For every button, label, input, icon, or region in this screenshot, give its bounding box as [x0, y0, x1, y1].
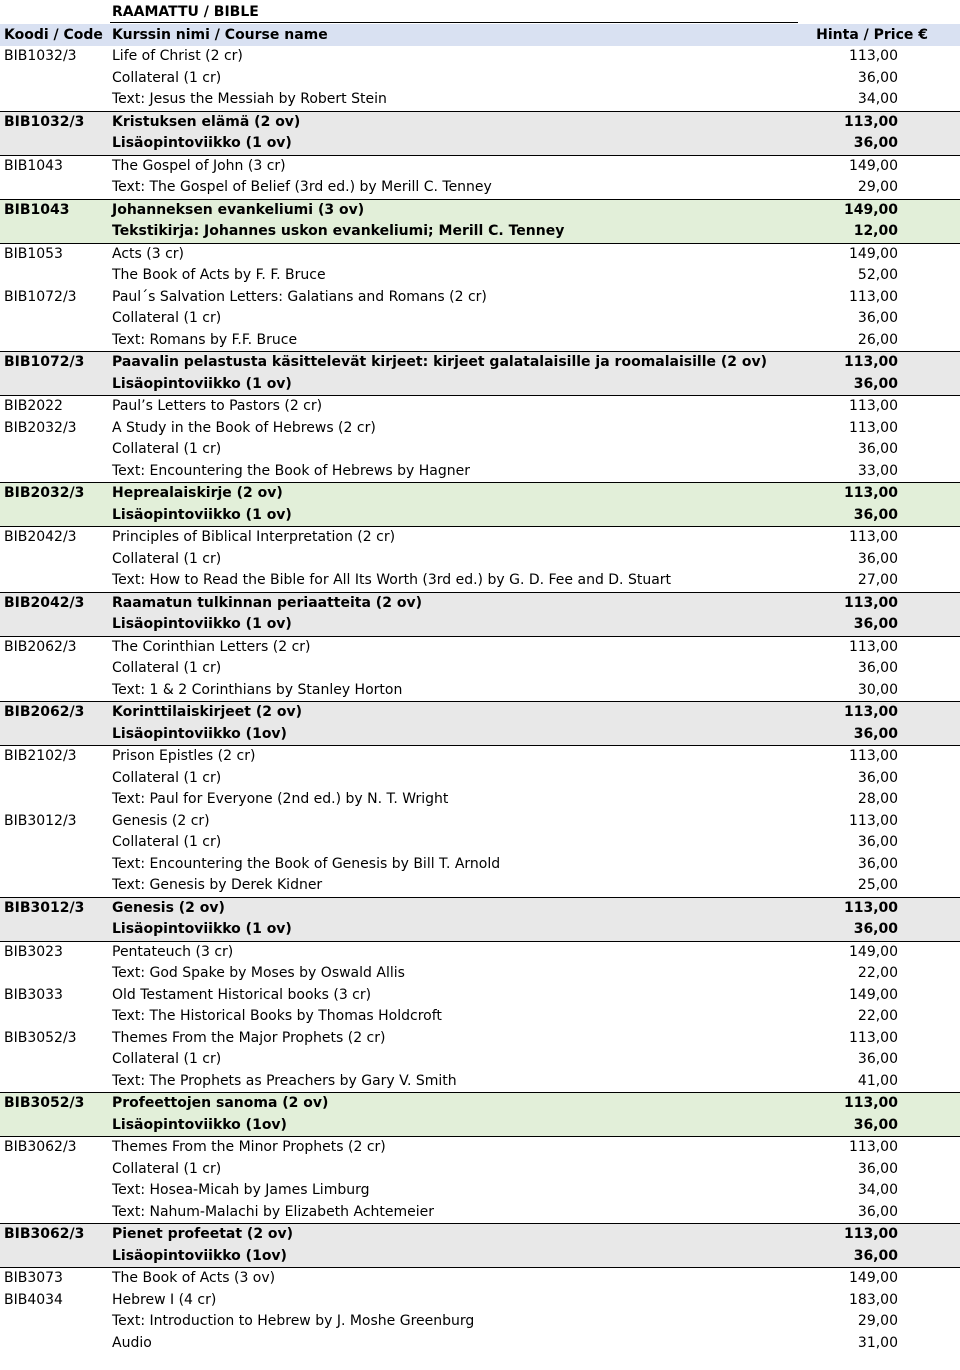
- table-row: [0, 745, 960, 768]
- table-row: [0, 985, 960, 1007]
- course-name: Old Testament Historical books (3 cr): [112, 986, 372, 1003]
- course-name: Collateral (1 cr): [112, 310, 222, 326]
- table-row: [0, 265, 960, 287]
- course-name: Audio: [112, 1334, 152, 1351]
- course-name: Profeettojen sanoma (2 ov): [112, 1095, 329, 1111]
- course-name: Text: The Prophets as Preachers by Gary V. Smith: [112, 1072, 457, 1089]
- course-name: Text: Paul for Everyone (2nd ed.) by N. T. Wright: [112, 791, 449, 807]
- course-price: 36,00: [853, 375, 898, 392]
- table-row: [0, 243, 960, 266]
- course-name: Text: 1 & 2 Corinthians by Stanley Horton: [112, 681, 403, 698]
- table-row: [0, 1071, 960, 1093]
- table-row: [0, 330, 960, 352]
- course-name: Collateral (1 cr): [112, 69, 222, 86]
- course-name: The Book of Acts by F. F. Bruce: [112, 267, 326, 283]
- course-code: BIB3033: [4, 986, 63, 1003]
- course-price: 113,00: [843, 113, 898, 130]
- table-header: [0, 0, 960, 46]
- course-price: 149,00: [849, 986, 898, 1003]
- course-price: 113,00: [843, 594, 898, 611]
- course-price: 36,00: [857, 769, 898, 786]
- course-name: Genesis (2 ov): [112, 899, 225, 916]
- course-name: Collateral (1 cr): [112, 550, 222, 567]
- course-price: 41,00: [857, 1072, 898, 1089]
- course-price: 36,00: [857, 834, 898, 850]
- course-code: BIB1072/3: [4, 288, 77, 305]
- course-name: Collateral (1 cr): [112, 834, 222, 850]
- table-row: [0, 111, 960, 134]
- table-row: [0, 395, 960, 418]
- table-row: [0, 1290, 960, 1312]
- table-row: [0, 1311, 960, 1333]
- course-price: 36,00: [857, 550, 898, 567]
- course-name: Text: Hosea-Micah by James Limburg: [112, 1182, 370, 1198]
- course-code: BIB3012/3: [4, 812, 77, 829]
- table-row: [0, 89, 960, 111]
- course-price: 113,00: [843, 485, 898, 501]
- section-title: RAAMATTU / BIBLE: [112, 4, 259, 20]
- course-name: Lisäopintoviikko (1 ov): [112, 616, 292, 632]
- table-row: [0, 287, 960, 309]
- table-row: [0, 351, 960, 374]
- course-price: 149,00: [843, 201, 898, 218]
- course-price: 149,00: [849, 1270, 898, 1286]
- table-row: [0, 482, 960, 505]
- course-price: 36,00: [857, 855, 898, 872]
- course-price: 113,00: [849, 419, 898, 436]
- course-price: 36,00: [853, 921, 898, 937]
- course-price: 113,00: [849, 398, 898, 414]
- table-row: [0, 592, 960, 615]
- course-price: 113,00: [843, 1095, 898, 1111]
- course-price: 113,00: [843, 899, 898, 916]
- course-code: BIB3073: [4, 1270, 63, 1286]
- table-row: [0, 177, 960, 199]
- table-row: [0, 768, 960, 790]
- table-row: [0, 1049, 960, 1071]
- course-name: Text: Genesis by Derek Kidner: [112, 877, 323, 893]
- course-name: Paavalin pelastusta käsittelevät kirjeet: kirjeet galatalaisille ja roomalaisille (2 ov): [112, 354, 768, 370]
- table-row: [0, 1180, 960, 1202]
- course-name: Pentateuch (3 cr): [112, 943, 234, 960]
- course-price: 27,00: [857, 572, 898, 588]
- table-row: [0, 46, 960, 68]
- table-row: [0, 221, 960, 243]
- table-row: [0, 963, 960, 985]
- course-name: Genesis (2 cr): [112, 812, 210, 829]
- course-name: Text: Jesus the Messiah by Robert Stein: [112, 91, 387, 107]
- course-name: Collateral (1 cr): [112, 660, 222, 676]
- course-price: 29,00: [857, 1313, 898, 1329]
- course-name: Johanneksen evankeliumi (3 ov): [112, 201, 365, 218]
- course-price: 36,00: [853, 1247, 898, 1264]
- table-row: [0, 919, 960, 941]
- table-row: [0, 1246, 960, 1268]
- table-row: [0, 701, 960, 724]
- table-row: [0, 1092, 960, 1115]
- course-name: Raamatun tulkinnan periaatteita (2 ov): [112, 594, 422, 611]
- course-code: BIB2032/3: [4, 485, 85, 501]
- course-code: BIB1043: [4, 201, 70, 218]
- table-row: [0, 1333, 960, 1355]
- course-name: Text: Romans by F.F. Bruce: [112, 331, 298, 348]
- course-name: Lisäopintoviikko (1 ov): [112, 375, 292, 392]
- table-row: [0, 1006, 960, 1028]
- course-price: 22,00: [857, 1008, 898, 1024]
- course-code: BIB1053: [4, 245, 63, 262]
- course-price: 33,00: [857, 462, 898, 479]
- course-code: BIB3062/3: [4, 1226, 85, 1242]
- course-price: 29,00: [857, 179, 898, 195]
- table-row: [0, 1202, 960, 1224]
- course-price: 28,00: [857, 791, 898, 807]
- course-name: Collateral (1 cr): [112, 769, 222, 786]
- course-name: Lisäopintoviikko (1 ov): [112, 506, 292, 523]
- course-name: Lisäopintoviikko (1ov): [112, 725, 287, 742]
- table-row: [0, 570, 960, 592]
- course-price: 34,00: [857, 1182, 898, 1198]
- course-name: Principles of Biblical Interpretation (2 cr): [112, 529, 396, 545]
- table-row: [0, 897, 960, 920]
- course-name: The Corinthian Letters (2 cr): [112, 638, 311, 655]
- course-price: 34,00: [857, 91, 898, 107]
- course-price: 26,00: [857, 331, 898, 348]
- course-price: 36,00: [853, 506, 898, 523]
- course-name: Themes From the Major Prophets (2 cr): [112, 1029, 386, 1046]
- table-row: [0, 418, 960, 440]
- course-name: The Gospel of John (3 cr): [112, 157, 286, 174]
- table-row: [0, 724, 960, 746]
- course-code: BIB3012/3: [4, 899, 85, 916]
- course-price: 113,00: [843, 704, 898, 720]
- course-price: 52,00: [857, 267, 898, 283]
- table-row: [0, 1115, 960, 1137]
- course-name: Heprealaiskirje (2 ov): [112, 485, 283, 501]
- course-code: BIB2032/3: [4, 419, 77, 436]
- course-code: BIB2062/3: [4, 638, 77, 655]
- table-row: [0, 875, 960, 897]
- table-row: [0, 658, 960, 680]
- course-price: 22,00: [857, 965, 898, 981]
- course-code: BIB3062/3: [4, 1139, 77, 1155]
- course-code: BIB1032/3: [4, 113, 85, 130]
- course-price: 113,00: [849, 288, 898, 305]
- course-price: 113,00: [849, 529, 898, 545]
- course-name: Text: Encountering the Book of Hebrews by Hagner: [112, 462, 470, 479]
- course-name: Text: Introduction to Hebrew by J. Moshe Greenburg: [112, 1313, 475, 1329]
- course-price: 36,00: [857, 310, 898, 326]
- course-name: Lisäopintoviikko (1 ov): [112, 921, 292, 937]
- course-name: Tekstikirja: Johannes uskon evankeliumi; Merill C. Tenney: [112, 223, 565, 239]
- course-code: BIB2022: [4, 398, 63, 414]
- course-price: 36,00: [853, 1116, 898, 1133]
- course-name: Paul’s Letters to Pastors (2 cr): [112, 398, 323, 414]
- table-row: [0, 832, 960, 854]
- course-name: Lisäopintoviikko (1ov): [112, 1116, 287, 1133]
- course-name: Hebrew I (4 cr): [112, 1291, 217, 1308]
- course-code: BIB3023: [4, 943, 63, 960]
- course-code: BIB1072/3: [4, 354, 85, 370]
- course-price: 36,00: [857, 69, 898, 86]
- course-name: Text: God Spake by Moses by Oswald Allis: [112, 965, 405, 981]
- course-code: BIB4034: [4, 1291, 63, 1308]
- title-underline: [110, 22, 798, 23]
- column-header-course-name: Kurssin nimi / Course name: [112, 27, 328, 43]
- course-price: 36,00: [853, 135, 898, 151]
- course-price: 113,00: [849, 748, 898, 764]
- table-row: [0, 1028, 960, 1050]
- course-name: Acts (3 cr): [112, 245, 184, 262]
- course-name: Collateral (1 cr): [112, 1160, 222, 1177]
- table-row: [0, 155, 960, 178]
- course-price: 113,00: [849, 1139, 898, 1155]
- course-price: 113,00: [849, 638, 898, 655]
- course-code: BIB2102/3: [4, 748, 77, 764]
- table-row: [0, 549, 960, 571]
- course-price: 36,00: [853, 616, 898, 632]
- course-code: BIB3052/3: [4, 1029, 77, 1046]
- course-price: 36,00: [857, 1051, 898, 1067]
- course-price: 36,00: [857, 660, 898, 676]
- column-header-price: Hinta / Price €: [816, 27, 928, 43]
- table-row: [0, 505, 960, 527]
- course-price: 113,00: [849, 1029, 898, 1046]
- table-row: [0, 854, 960, 876]
- table-row: [0, 439, 960, 461]
- course-code: BIB3052/3: [4, 1095, 85, 1111]
- course-name: Text: Encountering the Book of Genesis by Bill T. Arnold: [112, 855, 501, 872]
- table-row: [0, 636, 960, 659]
- course-name: Text: The Historical Books by Thomas Holdcroft: [112, 1008, 442, 1024]
- table-row: [0, 133, 960, 155]
- table-row: [0, 68, 960, 90]
- course-name: A Study in the Book of Hebrews (2 cr): [112, 419, 376, 436]
- course-price: 113,00: [843, 1226, 898, 1242]
- course-price: 113,00: [849, 48, 898, 64]
- table-row: [0, 1223, 960, 1246]
- course-name: Lisäopintoviikko (1 ov): [112, 135, 292, 151]
- course-price: 36,00: [853, 725, 898, 742]
- course-price: 183,00: [849, 1291, 898, 1308]
- course-name: Pienet profeetat (2 ov): [112, 1226, 294, 1242]
- course-price: 12,00: [853, 223, 898, 239]
- course-name: Korinttilaiskirjeet (2 ov): [112, 704, 302, 720]
- course-rows: [0, 46, 960, 1354]
- course-name: The Book of Acts (3 ov): [112, 1270, 276, 1286]
- table-row: [0, 614, 960, 636]
- course-name: Life of Christ (2 cr): [112, 48, 243, 64]
- course-name: Prison Epistles (2 cr): [112, 748, 256, 764]
- course-name: Kristuksen elämä (2 ov): [112, 113, 301, 130]
- course-name: Paul´s Salvation Letters: Galatians and Romans (2 cr): [112, 288, 487, 305]
- course-price: 149,00: [849, 157, 898, 174]
- course-code: BIB1043: [4, 157, 63, 174]
- course-name: Collateral (1 cr): [112, 1051, 222, 1067]
- course-code: BIB2042/3: [4, 594, 85, 611]
- column-header-code: Koodi / Code: [4, 27, 103, 43]
- course-name: Text: The Gospel of Belief (3rd ed.) by Merill C. Tenney: [112, 179, 492, 195]
- course-name: Themes From the Minor Prophets (2 cr): [112, 1139, 386, 1155]
- course-price: 113,00: [843, 354, 898, 370]
- table-row: [0, 1136, 960, 1159]
- course-code: BIB2042/3: [4, 529, 77, 545]
- course-price: 25,00: [857, 877, 898, 893]
- table-row: [0, 461, 960, 483]
- table-row: [0, 308, 960, 330]
- course-name: Text: Nahum-Malachi by Elizabeth Achtemeier: [112, 1203, 435, 1220]
- course-name: Collateral (1 cr): [112, 441, 222, 457]
- course-price: 113,00: [849, 812, 898, 829]
- course-price: 31,00: [857, 1334, 898, 1351]
- course-price: 149,00: [849, 943, 898, 960]
- course-code: BIB1032/3: [4, 48, 77, 64]
- table-row: [0, 1267, 960, 1290]
- course-code: BIB2062/3: [4, 704, 85, 720]
- table-row: [0, 941, 960, 964]
- table-row: [0, 789, 960, 811]
- table-row: [0, 199, 960, 222]
- table-row: [0, 526, 960, 549]
- table-row: [0, 680, 960, 702]
- table-row: [0, 811, 960, 833]
- course-name: Text: How to Read the Bible for All Its Worth (3rd ed.) by G. D. Fee and D. Stuart: [112, 572, 672, 588]
- course-price: 36,00: [857, 1203, 898, 1220]
- table-row: [0, 1159, 960, 1181]
- course-price: 30,00: [857, 681, 898, 698]
- course-price: 149,00: [849, 245, 898, 262]
- course-price: 36,00: [857, 441, 898, 457]
- table-row: [0, 374, 960, 396]
- course-name: Lisäopintoviikko (1ov): [112, 1247, 287, 1264]
- course-price: 36,00: [857, 1160, 898, 1177]
